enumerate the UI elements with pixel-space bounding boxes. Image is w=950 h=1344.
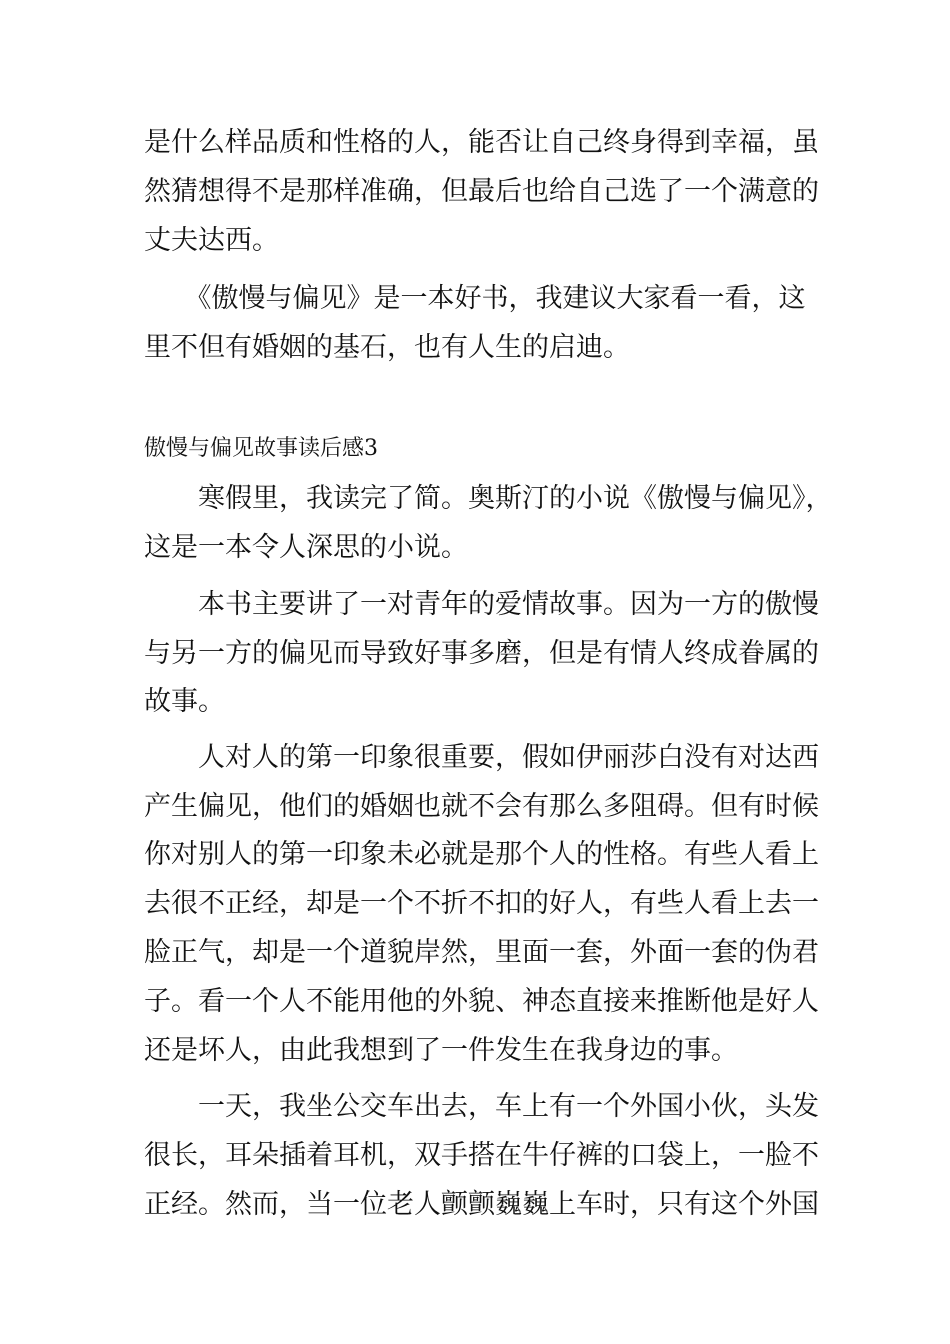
text-line: 人对人的第一印象很重要，假如伊丽莎白没有对达西 <box>144 742 819 773</box>
text-line: 本书主要讲了一对青年的爱情故事。因为一方的傲慢 <box>144 589 819 620</box>
text-line: 故事。 <box>144 686 225 717</box>
text-line: 这是一本令人深思的小说。 <box>144 532 468 563</box>
text-line: 还是坏人，由此我想到了一件发生在我身边的事。 <box>144 1035 738 1066</box>
text-line: 产生偏见，他们的婚姻也就不会有那么多阻碍。但有时候 <box>144 791 819 822</box>
text-line: 然猜想得不是那样准确，但最后也给自己选了一个满意的 <box>144 176 819 207</box>
text-line: 寒假里，我读完了简。奥斯汀的小说《傲慢与偏见》， <box>144 483 833 514</box>
text-line: 脸正气，却是一个道貌岸然，里面一套，外面一套的伪君 <box>144 937 819 968</box>
section-title: 傲慢与偏见故事读后感3 <box>144 436 378 461</box>
text-line: 里不但有婚姻的基石，也有人生的启迪。 <box>144 332 630 363</box>
text-line: 正经。然而，当一位老人颤颤巍巍上车时，只有这个外国 <box>144 1189 819 1220</box>
text-line: 去很不正经，却是一个不折不扣的好人，有些人看上去一 <box>144 888 819 919</box>
text-line: 子。看一个人不能用他的外貌、神态直接来推断他是好人 <box>144 986 819 1017</box>
text-line: 很长，耳朵插着耳机，双手搭在牛仔裤的口袋上，一脸不 <box>144 1140 819 1171</box>
text-line: 丈夫达西。 <box>144 225 279 256</box>
text-line: 一天，我坐公交车出去，车上有一个外国小伙，头发 <box>144 1091 819 1122</box>
text-line: 是什么样品质和性格的人，能否让自己终身得到幸福，虽 <box>144 127 819 158</box>
text-line: 《傲慢与偏见》是一本好书，我建议大家看一看，这 <box>144 283 806 314</box>
text-line: 你对别人的第一印象未必就是那个人的性格。有些人看上 <box>144 839 819 870</box>
text-line: 与另一方的偏见而导致好事多磨，但是有情人终成眷属的 <box>144 638 819 669</box>
